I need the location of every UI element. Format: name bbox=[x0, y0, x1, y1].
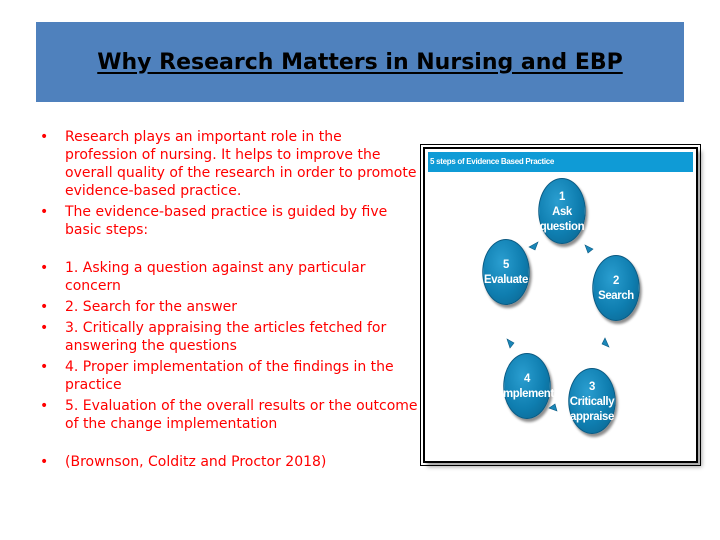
bullet-text: 3. Critically appraising the articles fetched for answering the questions bbox=[65, 320, 387, 354]
bullet-text: 1. Asking a question against any particular concern bbox=[65, 260, 366, 294]
bullet-item bbox=[40, 128, 418, 200]
step-label: Evaluate bbox=[484, 272, 528, 286]
bullet-item bbox=[40, 453, 418, 471]
figure-header: 5 steps of Evidence Based Practice bbox=[428, 152, 693, 172]
step-number: 5 bbox=[503, 257, 509, 271]
step-label: Implement bbox=[500, 386, 554, 400]
bullet-text: (Brownson, Colditz and Proctor 2018) bbox=[65, 454, 327, 470]
step-circle-3 bbox=[568, 368, 616, 434]
step-number: 3 bbox=[589, 378, 595, 393]
step-circle-1 bbox=[538, 178, 586, 244]
bullet-symbol: • bbox=[40, 129, 49, 145]
bullet-list bbox=[40, 128, 418, 474]
bullet-item bbox=[40, 259, 418, 295]
bullet-symbol: • bbox=[40, 398, 49, 414]
title-banner bbox=[36, 22, 684, 102]
arrow-4-to-5 bbox=[507, 339, 514, 348]
step-label: Critically bbox=[569, 393, 615, 408]
bullet-symbol: • bbox=[40, 299, 49, 315]
step-circle-2 bbox=[592, 255, 640, 321]
step-number: 1 bbox=[559, 188, 565, 203]
bullet-symbol: • bbox=[40, 260, 49, 276]
bullet-text: 4. Proper implementation of the findings in the practice bbox=[65, 359, 394, 393]
bullet-item bbox=[40, 397, 418, 433]
bullet-text: The evidence-based practice is guided by five basic steps: bbox=[65, 204, 388, 238]
bullet-item bbox=[40, 298, 418, 316]
bullet-text: 5. Evaluation of the overall results or the outcome of the change implementation bbox=[65, 398, 418, 432]
bullet-symbol: • bbox=[40, 320, 49, 336]
step-circle-5 bbox=[482, 239, 530, 305]
bullet-text: Research plays an important role in the profession of nursing. It helps to improve the overall quality of the research in order to promote evidence-based practice. bbox=[65, 129, 417, 199]
slide-title: Why Research Matters in Nursing and EBP bbox=[97, 49, 623, 75]
arrow-5-to-1 bbox=[529, 242, 538, 250]
arrow-2-to-3 bbox=[602, 338, 609, 347]
step-circle-4 bbox=[500, 353, 554, 419]
step-label: question bbox=[539, 218, 585, 233]
bullet-symbol: • bbox=[40, 454, 49, 470]
arrow-1-to-2 bbox=[585, 245, 593, 253]
bullet-symbol: • bbox=[40, 359, 49, 375]
bullet-item bbox=[40, 319, 418, 355]
bullet-symbol: • bbox=[40, 204, 49, 220]
bullet-text: 2. Search for the answer bbox=[65, 299, 238, 315]
step-number: 4 bbox=[524, 371, 530, 385]
step-label: Ask bbox=[552, 203, 572, 218]
arrow-3-to-4 bbox=[549, 404, 557, 411]
step-label: appraise bbox=[570, 408, 614, 423]
bullet-item bbox=[40, 358, 418, 394]
step-number: 2 bbox=[613, 273, 619, 287]
ebp-cycle-figure bbox=[423, 147, 698, 463]
step-label: Search bbox=[598, 288, 634, 302]
bullet-item bbox=[40, 203, 418, 239]
